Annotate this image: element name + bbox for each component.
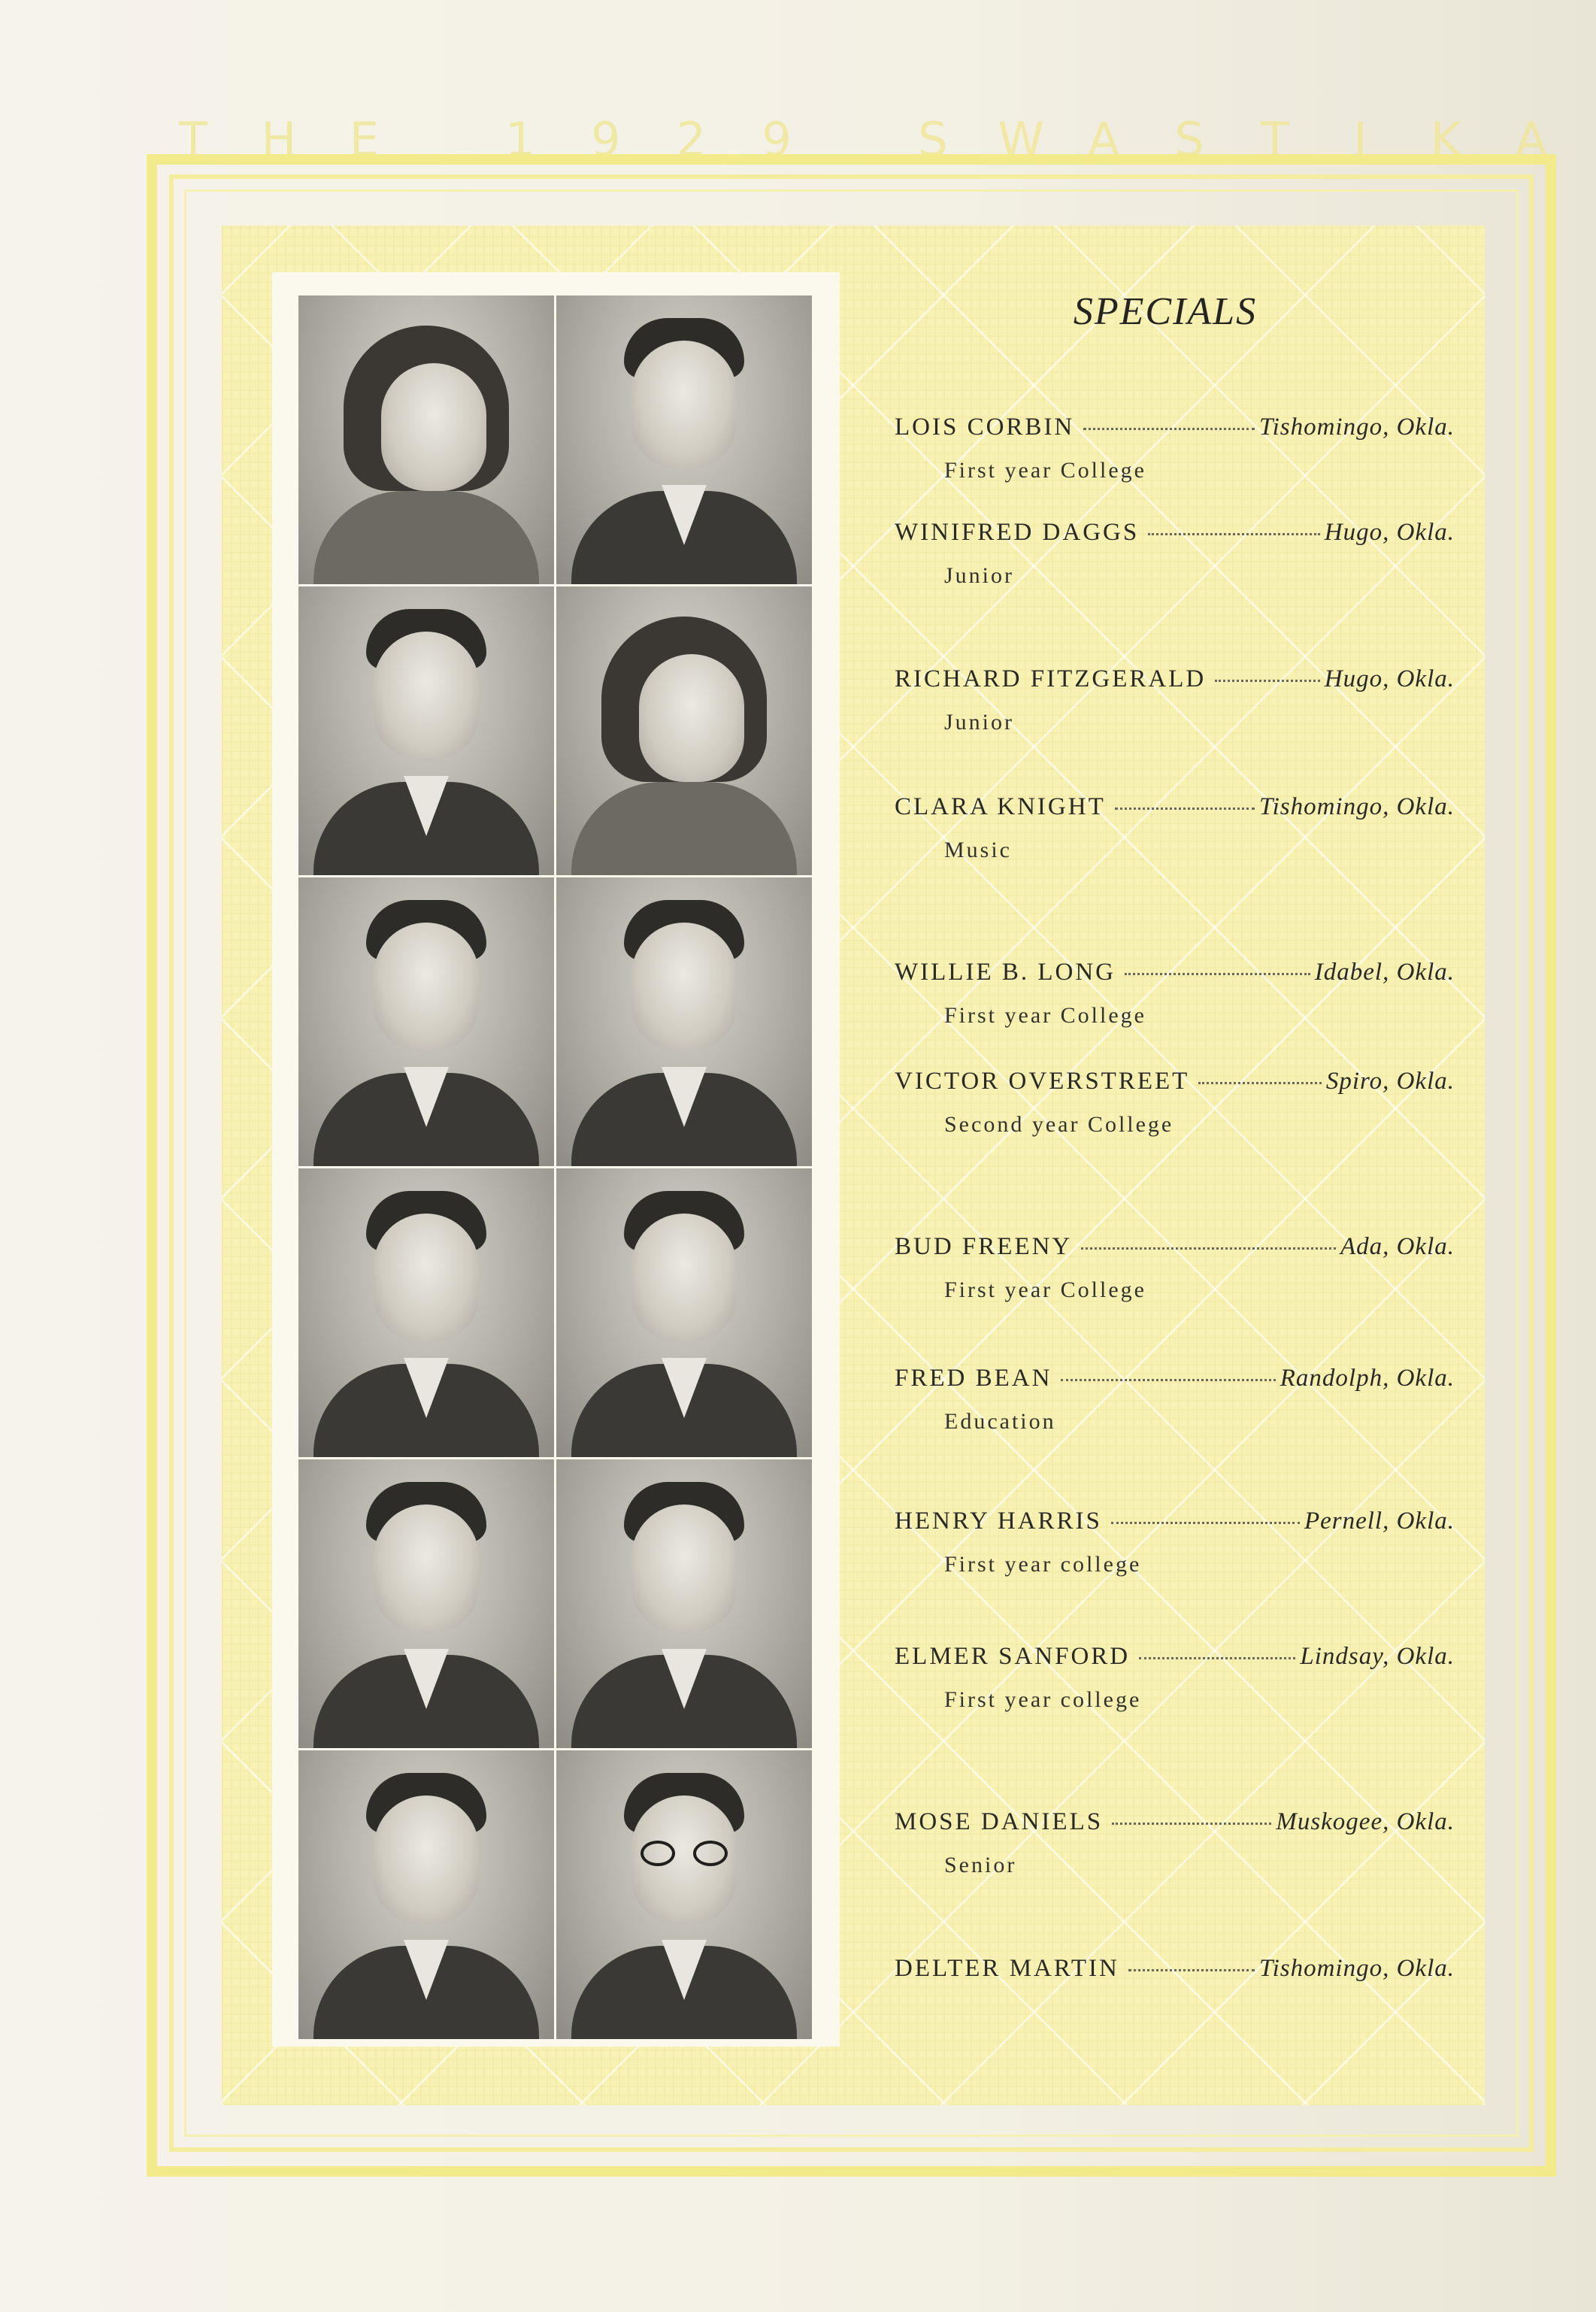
portrait-photo: [298, 1459, 554, 1748]
student-name: MOSE DANIELS: [895, 1808, 1104, 1835]
portrait-face: [381, 363, 486, 491]
student-classification: Music: [944, 838, 1012, 862]
entry-line: [895, 1808, 1455, 1836]
entry-line: [895, 1955, 1455, 1983]
student-classification: First year College: [944, 458, 1146, 483]
entry-line: [895, 1233, 1455, 1261]
entry-line: [895, 1643, 1455, 1671]
student-name: VICTOR OVERSTREET: [895, 1068, 1190, 1095]
student-entry: [895, 519, 1455, 589]
hometown: Hugo, Okla.: [1324, 665, 1455, 692]
portrait-face: [631, 341, 737, 468]
portrait-photo: [556, 1168, 812, 1457]
portrait-photo: [298, 295, 554, 584]
student-entry: [895, 665, 1455, 735]
student-entry: [895, 1808, 1455, 1878]
student-entry: [895, 1507, 1455, 1577]
portrait-face: [374, 923, 479, 1050]
dot-leader: [1139, 1657, 1295, 1659]
eyeglasses: [641, 1841, 728, 1866]
portrait-face: [631, 923, 737, 1050]
dot-leader: [1112, 1823, 1271, 1825]
portrait-grid: [298, 295, 811, 2039]
dot-leader: [1111, 1522, 1300, 1524]
student-entry: [895, 1955, 1455, 1983]
hometown: Tishomingo, Okla.: [1259, 414, 1455, 441]
student-classification: Education: [944, 1409, 1056, 1434]
portrait-face: [374, 632, 479, 759]
running-head: T H E 1 9 2 9 S W A S T I K A: [179, 111, 1552, 167]
student-classification: First year college: [944, 1687, 1142, 1712]
dot-leader: [1061, 1379, 1275, 1381]
dot-leader: [1083, 428, 1255, 430]
dot-leader: [1148, 533, 1320, 535]
portrait-face: [631, 1214, 737, 1341]
student-entry: [895, 793, 1455, 863]
student-entry: [895, 959, 1455, 1029]
portrait-photo: [298, 877, 554, 1166]
student-entry: [895, 1643, 1455, 1713]
portrait-photo: [556, 295, 812, 584]
portrait-photo: [556, 586, 812, 875]
hometown: Ada, Okla.: [1340, 1233, 1455, 1260]
hometown: Muskogee, Okla.: [1276, 1808, 1455, 1835]
entry-line: [895, 1507, 1455, 1535]
dot-leader: [1128, 1969, 1255, 1971]
dot-leader: [1115, 808, 1255, 810]
student-name: ELMER SANFORD: [895, 1643, 1131, 1670]
student-classification: Junior: [944, 563, 1014, 588]
portrait-face: [639, 654, 744, 782]
entry-line: [895, 1068, 1455, 1095]
student-name: CLARA KNIGHT: [895, 793, 1106, 820]
hometown: Tishomingo, Okla.: [1259, 1955, 1455, 1982]
hometown: Hugo, Okla.: [1324, 519, 1455, 546]
portrait-body: [571, 782, 797, 875]
hometown: Spiro, Okla.: [1325, 1068, 1455, 1095]
portrait-photo: [556, 1750, 812, 2039]
student-name: DELTER MARTIN: [895, 1955, 1119, 1982]
portrait-photo: [556, 877, 812, 1166]
student-name: WILLIE B. LONG: [895, 959, 1116, 986]
dot-leader: [1198, 1082, 1322, 1084]
entry-line: [895, 793, 1455, 821]
student-name: HENRY HARRIS: [895, 1507, 1102, 1535]
student-classification: First year College: [944, 1003, 1146, 1028]
hometown: Lindsay, Okla.: [1300, 1643, 1455, 1670]
portrait-face: [374, 1795, 479, 1923]
student-name: RICHARD FITZGERALD: [895, 665, 1207, 692]
student-entry: [895, 1365, 1455, 1435]
student-classification: First year college: [944, 1552, 1142, 1577]
hometown: Pernell, Okla.: [1304, 1507, 1455, 1535]
portrait-face: [374, 1504, 479, 1632]
entry-line: [895, 1365, 1455, 1392]
student-classification: Junior: [944, 710, 1014, 735]
hometown: Idabel, Okla.: [1314, 959, 1455, 986]
section-title: SPECIALS: [1073, 290, 1258, 333]
portrait-photo: [298, 586, 554, 875]
dot-leader: [1215, 680, 1320, 682]
entry-line: [895, 414, 1455, 441]
entry-line: [895, 665, 1455, 693]
dot-leader: [1081, 1247, 1336, 1250]
portrait-photo: [556, 1459, 812, 1748]
portrait-body: [313, 491, 539, 584]
hometown: Randolph, Okla.: [1280, 1365, 1455, 1392]
student-name: LOIS CORBIN: [895, 414, 1075, 441]
portrait-face: [374, 1214, 479, 1341]
hometown: Tishomingo, Okla.: [1259, 793, 1455, 820]
dot-leader: [1125, 973, 1310, 975]
student-entry: [895, 1068, 1455, 1138]
entry-line: [895, 519, 1455, 547]
portrait-photo: [298, 1750, 554, 2039]
student-entry: [895, 1233, 1455, 1303]
student-name: WINIFRED DAGGS: [895, 519, 1140, 546]
student-classification: Senior: [944, 1853, 1017, 1877]
student-name: BUD FREENY: [895, 1233, 1073, 1260]
student-classification: First year College: [944, 1277, 1146, 1302]
entry-line: [895, 959, 1455, 986]
student-classification: Second year College: [944, 1112, 1174, 1137]
student-entry: [895, 414, 1455, 483]
portrait-face: [631, 1504, 737, 1632]
student-name: FRED BEAN: [895, 1365, 1052, 1392]
portrait-photo: [298, 1168, 554, 1457]
